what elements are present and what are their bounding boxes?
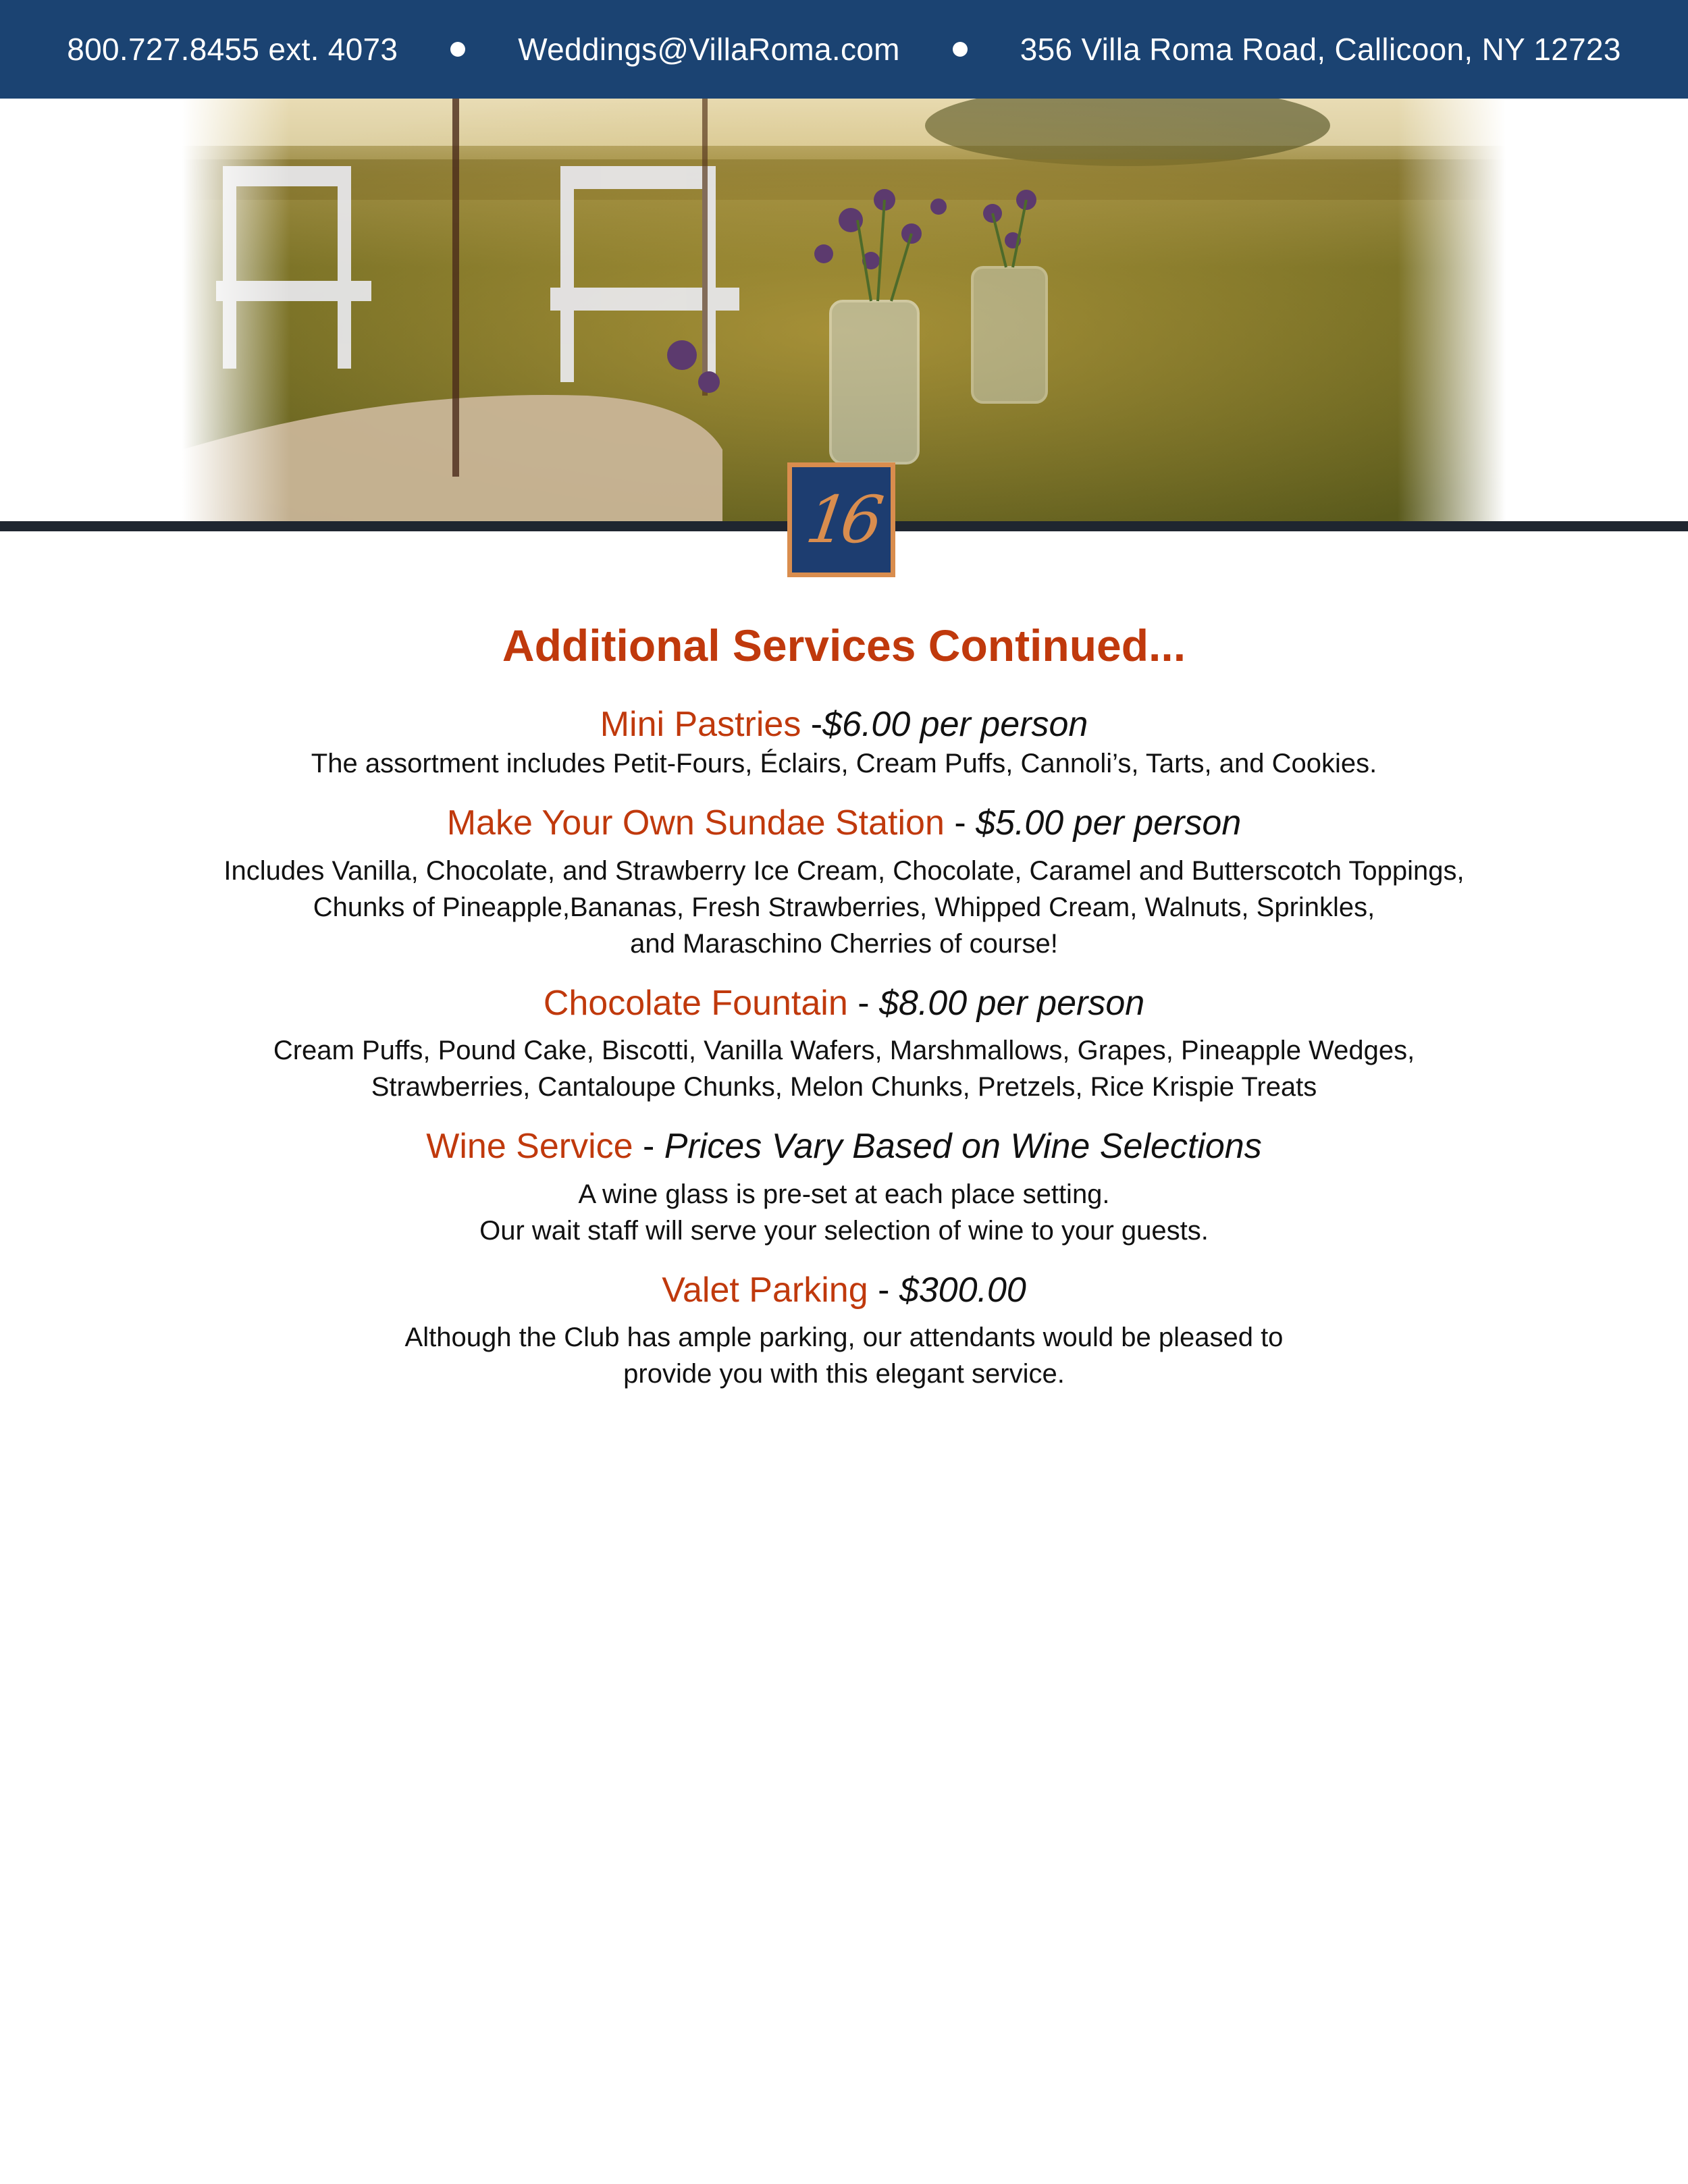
service-name: Mini Pastries [600,705,801,744]
service-dash: - [801,705,823,744]
service-name: Make Your Own Sundae Station [446,803,945,843]
service-description-line: provide you with this elegant service. [623,1358,1065,1389]
main-content [0,608,1688,1392]
page-title: Additional Services Continued... [502,620,1186,670]
service-price: $300.00 [899,1270,1026,1310]
wedding-field-image [182,99,1506,521]
service-description-line: Chunks of Pineapple,Bananas, Fresh Strawberries, Whipped Cream, Walnuts, Sprinkles, [313,892,1375,922]
phone-number[interactable]: 800.727.8455 ext. 4073 [67,32,398,67]
service-description-line: The assortment includes Petit-Fours, Éclairs, Cream Puffs, Cannoli’s, Tarts, and Cookies. [311,749,1377,779]
service-description-line: Includes Vanilla, Chocolate, and Strawberry Ice Cream, Chocolate, Caramel and Butterscotch Toppings, [223,855,1465,886]
service-heading [0,802,1688,844]
service-heading [0,982,1688,1024]
contact-bar [0,0,1688,99]
page-number: 16 [801,482,881,558]
service-dash: - [847,983,879,1023]
service-heading [0,1269,1688,1311]
service-dash: - [868,1270,899,1310]
service-dash: - [944,803,976,843]
service-description-line: Strawberries, Cantaloupe Chunks, Melon Chunks, Pretzels, Rice Krispie Treats [371,1072,1317,1102]
service-name: Chocolate Fountain [543,983,848,1023]
service-description-line: A wine glass is pre-set at each place setting. [578,1179,1110,1209]
service-description-line: Cream Puffs, Pound Cake, Biscotti, Vanilla Wafers, Marshmallows, Grapes, Pineapple Wedges, [273,1036,1415,1066]
service-price: $8.00 per person [879,983,1145,1023]
service-heading [0,703,1688,745]
service-description-line: Our wait staff will serve your selection of wine to your guests. [479,1215,1209,1246]
service-heading [0,1125,1688,1167]
service-price: Prices Vary Based on Wine Selections [664,1127,1262,1167]
address: 356 Villa Roma Road, Callicoon, NY 12723 [1020,32,1621,67]
service-price: $5.00 per person [976,803,1242,843]
service-description-line: Although the Club has ample parking, our attendants would be pleased to [404,1322,1284,1352]
service-dash: - [633,1127,664,1167]
service-description-line: and Maraschino Cherries of course! [630,928,1058,959]
header-photo [182,99,1506,521]
email-link[interactable]: Weddings@VillaRoma.com [518,32,900,67]
service-name: Valet Parking [662,1270,868,1310]
page-number-badge [787,462,895,577]
service-price: $6.00 per person [822,705,1088,744]
bullet-separator [450,42,465,57]
service-name: Wine Service [426,1127,633,1167]
bullet-separator [953,42,968,57]
